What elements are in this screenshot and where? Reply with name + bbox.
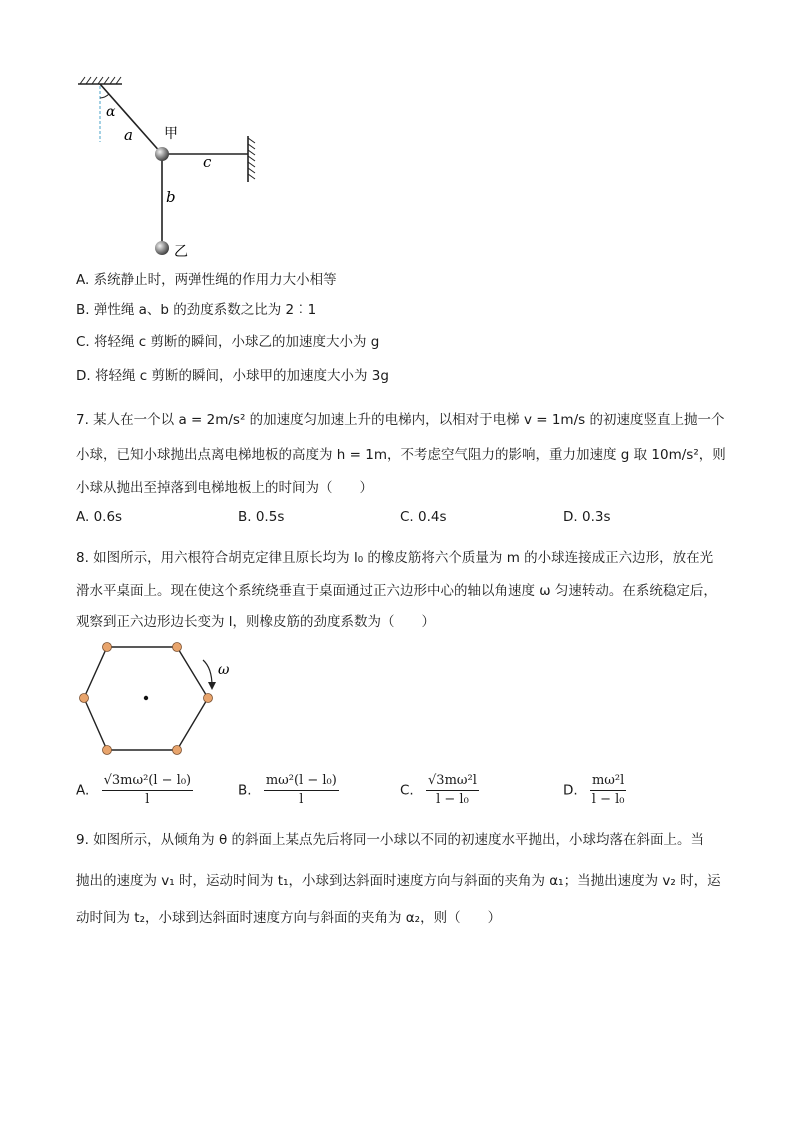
label-a: a (124, 126, 133, 144)
q7-option-a: A. 0.6s (76, 509, 123, 525)
q8-line-1: 8. 如图所示，用六根符合胡克定律且原长均为 l₀ 的橡皮筋将六个质量为 m 的小球连接成正六边形，放在光 (76, 550, 714, 566)
rotation-arrowhead (208, 682, 216, 690)
q8-option-c-numerator: √3mω²l (426, 772, 479, 791)
q8-line-3: 观察到正六边形边长变为 l，则橡皮筋的劲度系数为（ ） (76, 614, 436, 630)
q9-line-1: 9. 如图所示，从倾角为 θ 的斜面上某点先后将同一小球以不同的初速度水平抛出，小球均落在斜面上。当 (76, 832, 705, 848)
ball-3 (204, 694, 213, 703)
q8-option-c-denominator: l − l₀ (436, 792, 469, 807)
q7-line-3: 小球从抛出至掉落到电梯地板上的时间为（ ） (76, 480, 373, 496)
label-omega: ω (218, 662, 230, 678)
q7-option-c: C. 0.4s (400, 509, 447, 525)
q8-option-b-denominator: l (299, 792, 304, 807)
q6-option-b: B. 弹性绳 a、b 的劲度系数之比为 2︰1 (76, 302, 317, 318)
ceiling-hatch (80, 77, 121, 84)
q8-line-2: 滑水平桌面上。现在使这个系统绕垂直于桌面通过正六边形中心的轴以角速度 ω 匀速转动。在系统稳定后， (76, 583, 717, 599)
q7-option-b: B. 0.5s (238, 509, 285, 525)
q9-line-3: 动时间为 t₂，小球到达斜面时速度方向与斜面的夹角为 α₂，则（ ） (76, 910, 502, 926)
q8-option-a-denominator: l (145, 792, 150, 807)
q8-option-d-numerator: mω²l (590, 772, 626, 791)
q6-figure (60, 76, 280, 266)
wall-hatch (248, 138, 255, 179)
q6-option-c: C. 将轻绳 c 剪断的瞬间，小球乙的加速度大小为 g (76, 334, 380, 350)
center-dot (144, 696, 148, 700)
q9-line-2: 抛出的速度为 v₁ 时，运动时间为 t₁，小球到达斜面时速度方向与斜面的夹角为 α₁；当抛出速度为 v₂ 时，运 (76, 873, 721, 889)
q6-option-d: D. 将轻绳 c 剪断的瞬间，小球甲的加速度大小为 3g (76, 368, 389, 384)
ball-2 (173, 643, 182, 652)
label-alpha: α (106, 104, 116, 120)
ball-1 (103, 643, 112, 652)
q7-line-1: 7. 某人在一个以 a = 2m/s² 的加速度匀加速上升的电梯内，以相对于电梯 v = 1m/s 的初速度竖直上抛一个 (76, 412, 725, 428)
label-c: c (203, 153, 212, 171)
label-yi: 乙 (174, 244, 188, 260)
q8-option-c-label: C. (400, 782, 414, 799)
q8-option-d-denominator: l − l₀ (591, 792, 625, 807)
q8-option-c (400, 772, 479, 809)
q8-option-b-label: B. (238, 782, 252, 799)
q8-option-a-label: A. (76, 782, 90, 799)
q8-option-b-numerator: mω²(l − l₀) (264, 772, 339, 791)
ball-yi (155, 241, 169, 255)
q8-option-d (563, 772, 626, 809)
q8-option-d-label: D. (563, 782, 578, 799)
label-jia: 甲 (164, 126, 178, 142)
label-b: b (166, 188, 176, 206)
ball-6 (80, 694, 89, 703)
ball-5 (103, 746, 112, 755)
q6-option-a: A. 系统静止时，两弹性绳的作用力大小相等 (76, 272, 337, 288)
ball-4 (173, 746, 182, 755)
q7-option-d: D. 0.3s (563, 509, 611, 525)
q8-hexagon-figure (70, 640, 240, 760)
q8-option-b (238, 772, 339, 809)
ball-jia (155, 147, 169, 161)
q8-option-a (76, 772, 193, 809)
q7-line-2: 小球，已知小球抛出点离电梯地板的高度为 h = 1m，不考虑空气阻力的影响，重力加速度 g 取 10m/s²，则 (76, 447, 726, 463)
q8-option-a-numerator: √3mω²(l − l₀) (102, 772, 194, 791)
angle-arc (100, 94, 109, 98)
